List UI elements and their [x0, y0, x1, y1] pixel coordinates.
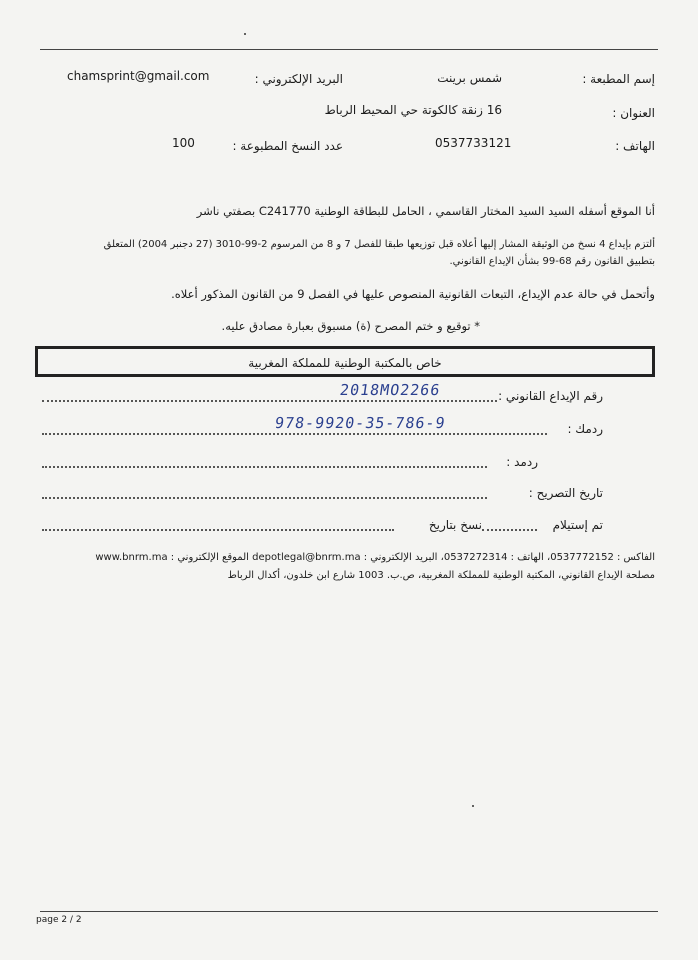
speck	[244, 33, 246, 35]
declaration-date-dotted-line	[42, 497, 487, 499]
library-section-box	[35, 346, 655, 377]
email-value: chamsprint@gmail.com	[67, 69, 210, 83]
copies-value: 100	[172, 136, 195, 150]
received-label: تم إستيلام	[552, 518, 603, 532]
bottom-rule	[40, 911, 658, 912]
legal-deposit-dotted-line	[42, 400, 497, 402]
copies-date-label: نسخ بتاريخ	[428, 518, 482, 532]
library-section-title: خاص بالمكتبة الوطنية للمملكة المغربية	[248, 356, 442, 370]
received-dotted-line	[482, 529, 537, 531]
isbn-handwritten-value: 978-9920-35-786-9	[273, 414, 447, 432]
copies-date-dotted-line	[42, 529, 394, 531]
isbn-dotted-line	[42, 433, 547, 435]
declaration-paragraph-2-line-1: ألتزم بإيداع 4 نسخ من الوثيقة المشار إليها أعلاه قبل توزيعها طبقا للفصل 7 و 8 من المرسوم 2-99-3010 (27 دجنبر 2004) المتعلق	[103, 239, 655, 250]
issn-dotted-line	[42, 466, 487, 468]
phone-value: 0537733121	[435, 136, 512, 150]
address-value: 16 زنقة كالكوتة حي المحيط الرباط	[324, 103, 502, 117]
contact-line: الفاكس : 0537772152، الهاتف : 0537272314، البريد الإلكتروني : depotlegal@bnrm.ma الموقع الإلكتروني : www.bnrm.ma	[95, 552, 655, 563]
declaration-date-label: تاريخ التصريح :	[528, 486, 603, 500]
declaration-paragraph-2-line-2: بتطبيق القانون رقم 68-99 بشأن الإيداع القانوني.	[449, 256, 655, 267]
declaration-paragraph-1: أنا الموقع أسفله السيد السيد المختار القاسمي ، الحامل للبطاقة الوطنية C241770 بصفتي ناشر	[196, 204, 655, 218]
legal-deposit-handwritten-value: 2018MO2266	[338, 381, 442, 399]
issn-label: ردمد :	[506, 455, 538, 469]
library-address-line: مصلحة الإيداع القانوني، المكتبة الوطنية للمملكة المغربية، ص.ب. 1003 شارع ابن خلدون، أكدال الرباط	[227, 570, 655, 581]
top-rule	[40, 49, 658, 50]
email-label: البريد الإلكتروني :	[254, 72, 343, 86]
printer-name: شمس برينت	[437, 71, 502, 85]
signature-note: * توقيع و ختم المصرح (ة) مسبوق بعبارة مصادق عليه.	[221, 319, 480, 333]
legal-deposit-label: رقم الإيداع القانوني :	[498, 389, 603, 403]
speck	[472, 805, 474, 807]
copies-label: عدد النسخ المطبوعة :	[232, 139, 343, 153]
phone-label: الهاتف :	[615, 139, 655, 153]
printer-label: إسم المطبعة :	[582, 72, 655, 86]
declaration-paragraph-3: وأتحمل في حالة عدم الإيداع، التبعات القانونية المنصوص عليها في الفصل 9 من القانون المذكور أعلاه.	[171, 287, 655, 301]
page-number: page 2 / 2	[36, 915, 82, 925]
isbn-label: ردمك :	[567, 422, 603, 436]
address-label: العنوان :	[612, 106, 655, 120]
